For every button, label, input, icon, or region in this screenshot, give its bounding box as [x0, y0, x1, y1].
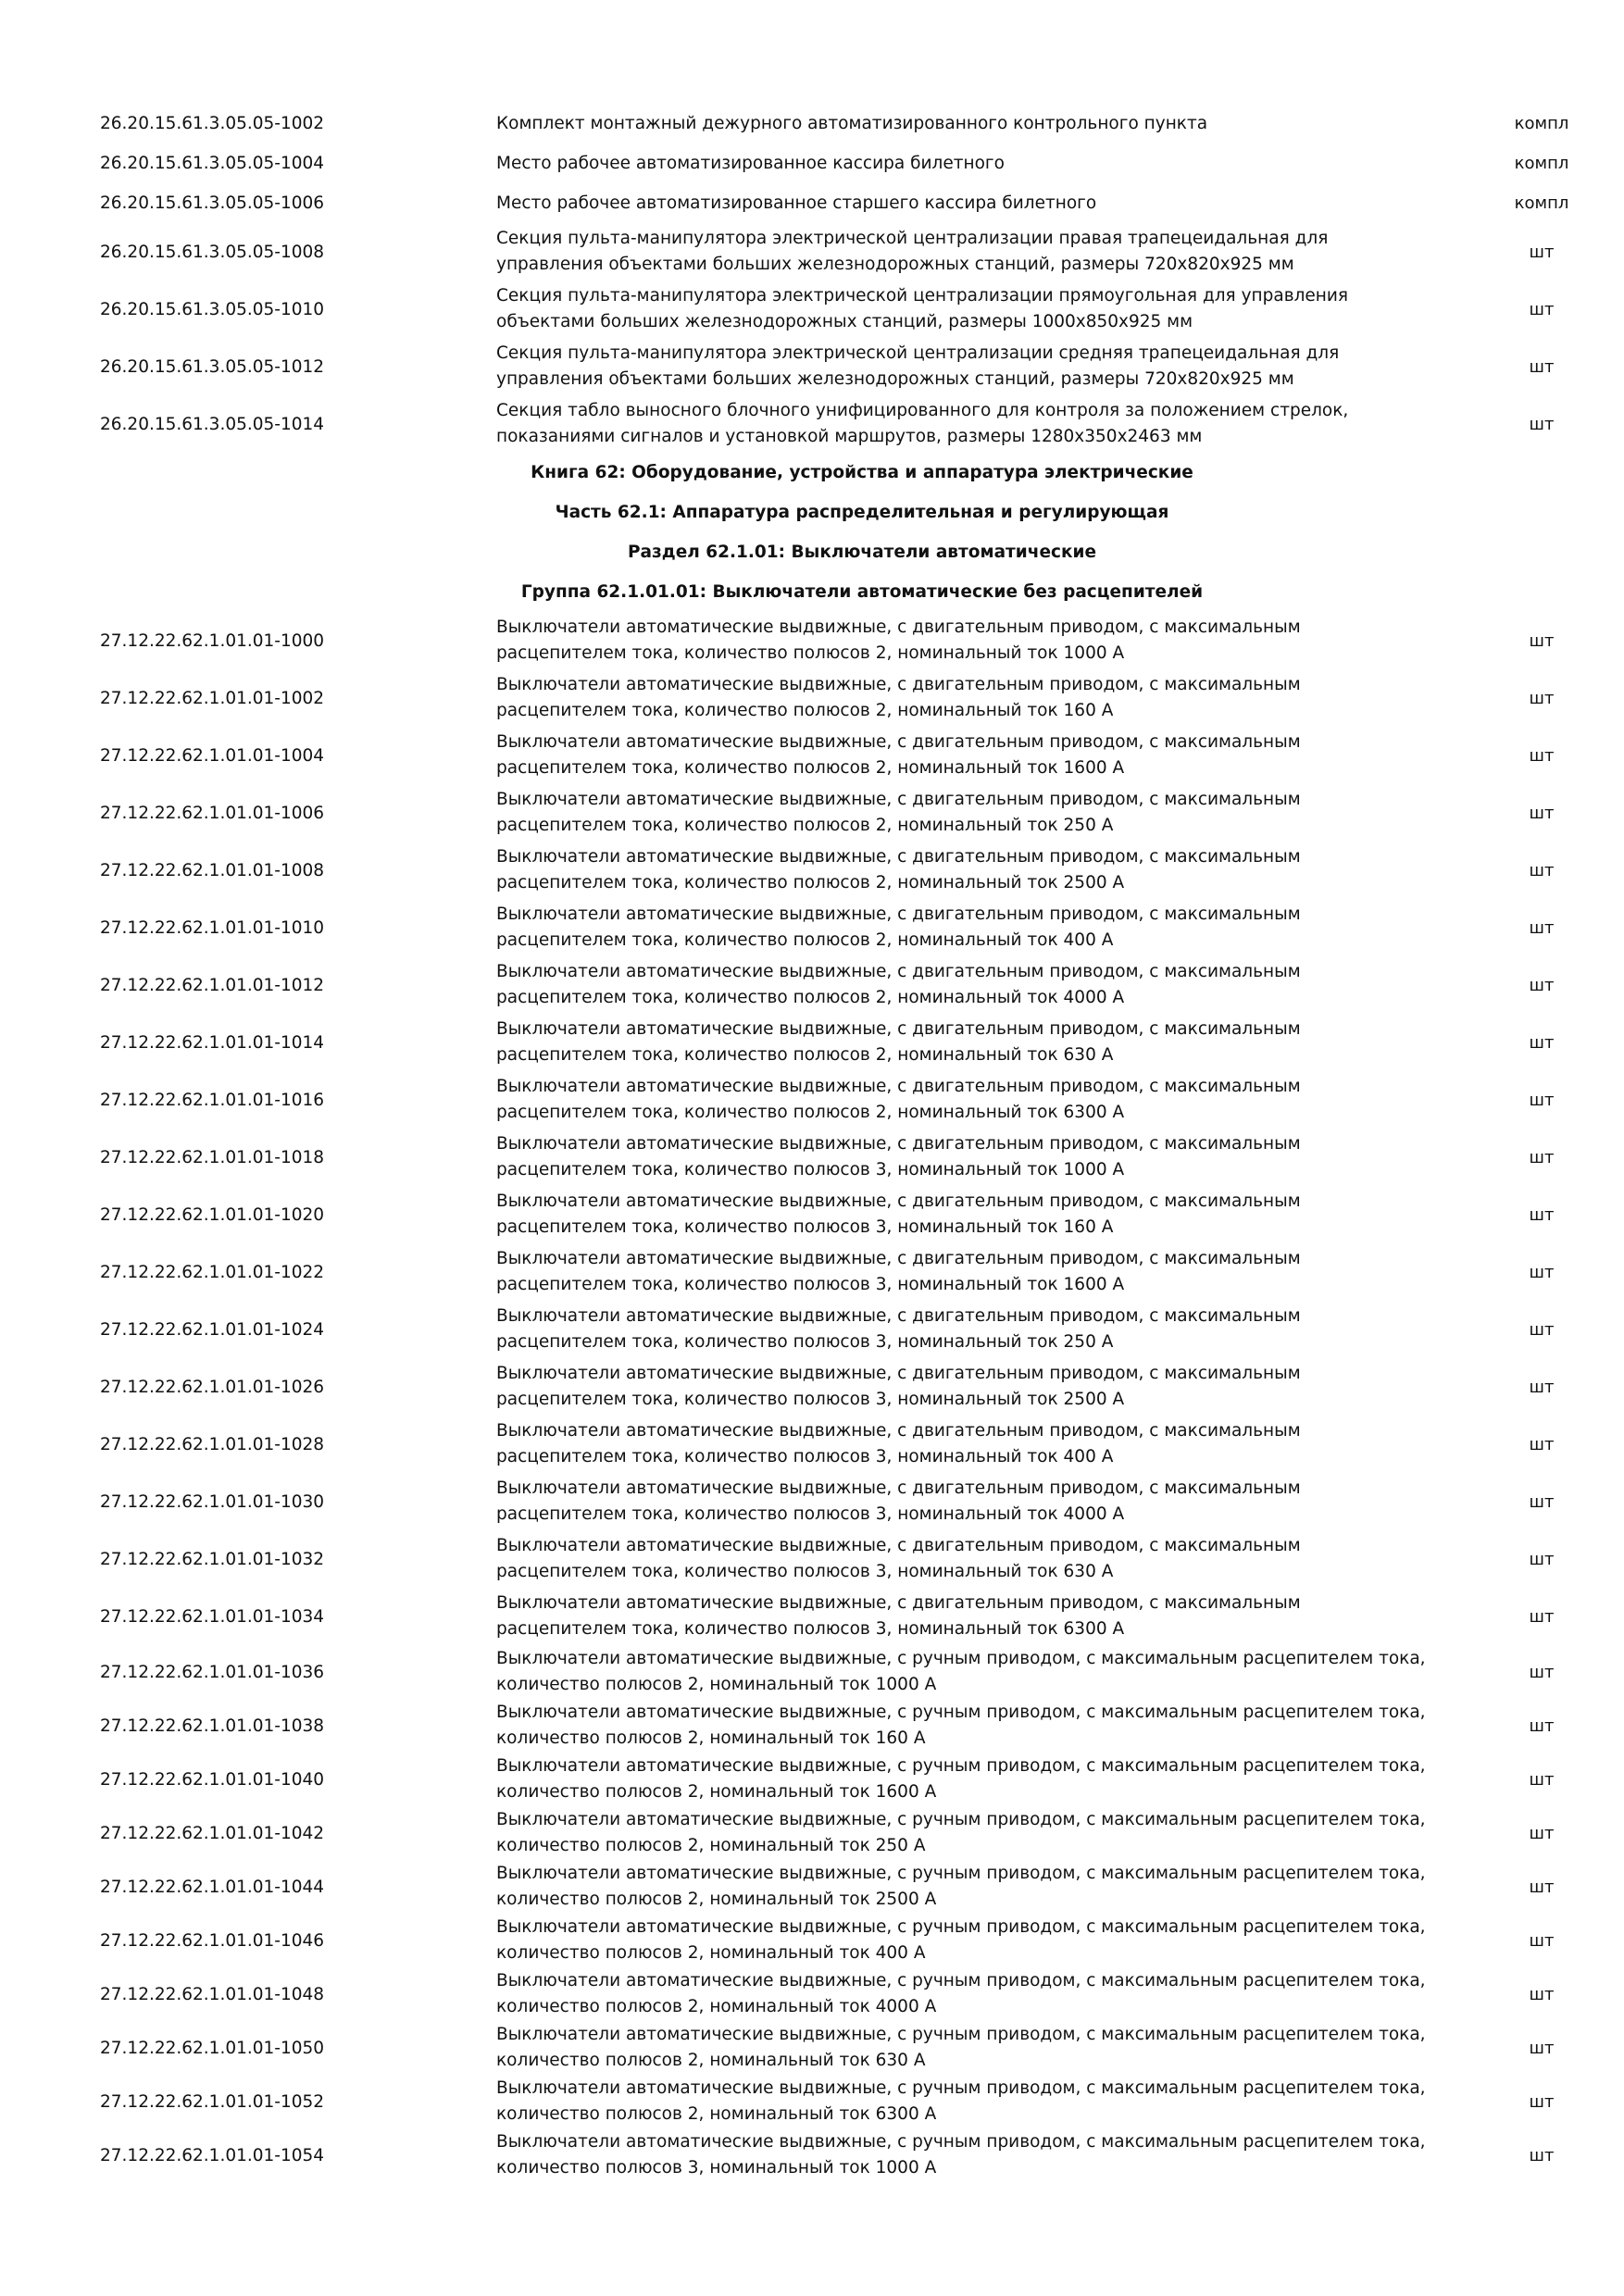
item-name-line: количество полюсов 2, номинальный ток 2500 А — [496, 1890, 937, 1909]
item-name — [496, 1806, 1478, 1860]
item-name-line: расцепителем тока, количество полюсов 3, номинальный ток 160 А — [496, 1217, 1114, 1237]
item-code: 27.12.22.62.1.01.01-1032 — [100, 1549, 325, 1569]
item-name-line: количество полюсов 3, номинальный ток 1000 А — [496, 2158, 937, 2177]
item-name-line: Комплект монтажный дежурного автоматизированного контрольного пункта — [496, 113, 1208, 133]
table-row — [0, 669, 1624, 727]
table-row — [0, 784, 1624, 842]
item-name — [496, 223, 1478, 281]
table-row — [0, 144, 1624, 183]
table-row — [0, 2075, 1624, 2128]
item-name — [496, 1301, 1478, 1358]
item-code: 27.12.22.62.1.01.01-1000 — [100, 630, 325, 651]
item-code: 27.12.22.62.1.01.01-1050 — [100, 2038, 325, 2058]
item-name-line: расцепителем тока, количество полюсов 3, номинальный ток 630 А — [496, 1562, 1114, 1581]
item-name — [496, 1186, 1478, 1243]
item-name-line: Выключатели автоматические выдвижные, с двигательным приводом, с максимальным — [496, 1019, 1301, 1039]
item-name — [496, 669, 1478, 727]
item-unit: компл — [1514, 154, 1569, 173]
item-name-line: расцепителем тока, количество полюсов 3, номинальный ток 400 А — [496, 1447, 1114, 1466]
item-name-line: Секция табло выносного блочного унифицированного для контроля за положением стрелок, — [496, 401, 1349, 420]
table-row — [0, 1473, 1624, 1530]
item-name — [496, 2021, 1478, 2075]
table-row — [0, 223, 1624, 281]
item-name-line: расцепителем тока, количество полюсов 3, номинальный ток 1600 А — [496, 1275, 1125, 1294]
item-name — [496, 104, 1478, 144]
table-row — [0, 338, 1624, 395]
item-code: 27.12.22.62.1.01.01-1016 — [100, 1090, 325, 1110]
table-row — [0, 2021, 1624, 2075]
item-code: 27.12.22.62.1.01.01-1034 — [100, 1606, 325, 1627]
item-unit: компл — [1514, 114, 1569, 133]
item-unit: шт — [1529, 1262, 1555, 1282]
item-name-line: расцепителем тока, количество полюсов 3, номинальный ток 2500 А — [496, 1390, 1125, 1409]
item-name-line: Выключатели автоматические выдвижные, с двигательным приводом, с максимальным — [496, 790, 1301, 809]
item-name — [496, 1530, 1478, 1588]
item-code: 27.12.22.62.1.01.01-1044 — [100, 1877, 325, 1897]
item-name-line: расцепителем тока, количество полюсов 2, номинальный ток 250 А — [496, 816, 1114, 835]
item-unit: шт — [1529, 1090, 1555, 1110]
item-name — [496, 1071, 1478, 1129]
table-row — [0, 1071, 1624, 1129]
item-code: 27.12.22.62.1.01.01-1042 — [100, 1823, 325, 1843]
item-name-line: Выключатели автоматические выдвижные, с двигательным приводом, с максимальным — [496, 675, 1301, 694]
item-name-line: количество полюсов 2, номинальный ток 4000 А — [496, 1997, 937, 2016]
item-unit: шт — [1529, 1491, 1555, 1512]
item-unit: шт — [1529, 860, 1555, 880]
item-code: 27.12.22.62.1.01.01-1026 — [100, 1377, 325, 1397]
item-code: 27.12.22.62.1.01.01-1008 — [100, 860, 325, 880]
item-name-line: расцепителем тока, количество полюсов 2, номинальный ток 400 А — [496, 930, 1114, 950]
section-heading — [0, 572, 1624, 612]
item-name — [496, 1243, 1478, 1301]
item-name — [496, 899, 1478, 956]
item-name — [496, 1753, 1478, 1806]
item-code: 27.12.22.62.1.01.01-1040 — [100, 1769, 325, 1790]
item-code: 27.12.22.62.1.01.01-1028 — [100, 1434, 325, 1454]
item-name-line: Выключатели автоматические выдвижные, с ручным приводом, с максимальным расцепителем тока, — [496, 2132, 1426, 2152]
item-code: 26.20.15.61.3.05.05-1010 — [100, 299, 325, 319]
item-code: 27.12.22.62.1.01.01-1054 — [100, 2145, 325, 2165]
item-name-line: Выключатели автоматические выдвижные, с двигательным приводом, с максимальным — [496, 1077, 1301, 1096]
item-name — [496, 144, 1478, 183]
item-name-line: расцепителем тока, количество полюсов 3, номинальный ток 1000 А — [496, 1160, 1125, 1179]
table-row — [0, 956, 1624, 1014]
item-name-line: Выключатели автоматические выдвижные, с двигательным приводом, с максимальным — [496, 1536, 1301, 1555]
item-code: 27.12.22.62.1.01.01-1002 — [100, 688, 325, 708]
section-heading-text: Книга 62: Оборудование, устройства и аппаратура электрические — [531, 463, 1193, 482]
item-name-line: Выключатели автоматические выдвижные, с двигательным приводом, с максимальным — [496, 1134, 1301, 1154]
item-unit: шт — [1529, 1377, 1555, 1397]
item-name — [496, 395, 1478, 453]
table-row — [0, 1530, 1624, 1588]
item-name-line: расцепителем тока, количество полюсов 3, номинальный ток 4000 А — [496, 1504, 1125, 1524]
section-heading — [0, 532, 1624, 572]
item-name-line: расцепителем тока, количество полюсов 2, номинальный ток 160 А — [496, 701, 1114, 720]
item-name-line: количество полюсов 2, номинальный ток 630 А — [496, 2051, 926, 2070]
item-code: 26.20.15.61.3.05.05-1014 — [100, 414, 325, 434]
item-unit: шт — [1529, 688, 1555, 708]
item-unit: шт — [1529, 2145, 1555, 2165]
item-name-line: Выключатели автоматические выдвижные, с двигательным приводом, с максимальным — [496, 618, 1301, 637]
item-unit: шт — [1529, 1606, 1555, 1627]
item-unit: шт — [1529, 975, 1555, 995]
item-unit: шт — [1529, 2038, 1555, 2058]
item-name-line: расцепителем тока, количество полюсов 3, номинальный ток 250 А — [496, 1332, 1114, 1352]
item-unit: шт — [1529, 803, 1555, 823]
table-row — [0, 1645, 1624, 1699]
item-name-line: расцепителем тока, количество полюсов 2, номинальный ток 4000 А — [496, 988, 1125, 1007]
table-row — [0, 1243, 1624, 1301]
table-row — [0, 1301, 1624, 1358]
section-heading — [0, 493, 1624, 532]
table-row — [0, 1699, 1624, 1753]
section-heading-text: Часть 62.1: Аппаратура распределительная и регулирующая — [555, 503, 1169, 522]
item-code: 27.12.22.62.1.01.01-1036 — [100, 1662, 325, 1682]
item-unit: шт — [1529, 299, 1555, 319]
item-name-line: Место рабочее автоматизированное старшего кассира билетного — [496, 193, 1097, 213]
item-name — [496, 1129, 1478, 1186]
item-code: 26.20.15.61.3.05.05-1006 — [100, 193, 325, 213]
item-name-line: Выключатели автоматические выдвижные, с двигательным приводом, с максимальным — [496, 1249, 1301, 1268]
table-row — [0, 1914, 1624, 1967]
item-name-line: расцепителем тока, количество полюсов 2, номинальный ток 2500 А — [496, 873, 1125, 892]
item-name-line: Выключатели автоматические выдвижные, с двигательным приводом, с максимальным — [496, 1479, 1301, 1498]
item-code: 27.12.22.62.1.01.01-1012 — [100, 975, 325, 995]
table-row — [0, 727, 1624, 784]
item-unit: шт — [1529, 1032, 1555, 1053]
item-unit: шт — [1529, 356, 1555, 377]
item-code: 27.12.22.62.1.01.01-1022 — [100, 1262, 325, 1282]
item-name-line: Выключатели автоматические выдвижные, с двигательным приводом, с максимальным — [496, 905, 1301, 924]
table-row — [0, 899, 1624, 956]
item-unit: шт — [1529, 1549, 1555, 1569]
table-row — [0, 1358, 1624, 1416]
table-row — [0, 104, 1624, 144]
item-name-line: управления объектами больших железнодорожных станций, размеры 720х820х925 мм — [496, 255, 1294, 274]
item-name-line: управления объектами больших железнодорожных станций, размеры 720х820х925 мм — [496, 369, 1294, 389]
item-name-line: расцепителем тока, количество полюсов 2, номинальный ток 6300 А — [496, 1103, 1125, 1122]
table-row — [0, 1588, 1624, 1645]
item-unit: шт — [1529, 1319, 1555, 1340]
item-name-line: Выключатели автоматические выдвижные, с ручным приводом, с максимальным расцепителем тока, — [496, 1864, 1426, 1883]
item-unit: шт — [1529, 630, 1555, 651]
item-name-line: Выключатели автоматические выдвижные, с двигательным приводом, с максимальным — [496, 1306, 1301, 1326]
item-name — [496, 1967, 1478, 2021]
item-name-line: Выключатели автоматические выдвижные, с двигательным приводом, с максимальным — [496, 732, 1301, 752]
section-heading-text: Группа 62.1.01.01: Выключатели автоматические без расцепителей — [520, 582, 1204, 602]
item-code: 27.12.22.62.1.01.01-1018 — [100, 1147, 325, 1167]
table-row — [0, 1860, 1624, 1914]
table-row — [0, 1186, 1624, 1243]
item-name-line: количество полюсов 2, номинальный ток 400 А — [496, 1943, 926, 1963]
table-row — [0, 612, 1624, 669]
item-unit: шт — [1529, 917, 1555, 938]
table-row — [0, 1753, 1624, 1806]
item-unit: шт — [1529, 745, 1555, 766]
item-name — [496, 727, 1478, 784]
item-code: 26.20.15.61.3.05.05-1002 — [100, 114, 325, 133]
item-code: 27.12.22.62.1.01.01-1020 — [100, 1204, 325, 1225]
item-name-line: Выключатели автоматические выдвижные, с ручным приводом, с максимальным расцепителем тока, — [496, 1810, 1426, 1829]
item-name — [496, 2128, 1478, 2182]
item-unit: шт — [1529, 414, 1555, 434]
item-code: 26.20.15.61.3.05.05-1004 — [100, 154, 325, 173]
item-unit: шт — [1529, 1147, 1555, 1167]
item-name — [496, 1014, 1478, 1071]
item-name-line: показаниями сигналов и установкой маршрутов, размеры 1280х350х2463 мм — [496, 427, 1203, 446]
item-name-line: Выключатели автоматические выдвижные, с двигательным приводом, с максимальным — [496, 962, 1301, 981]
item-unit: шт — [1529, 1716, 1555, 1736]
table-row — [0, 183, 1624, 223]
item-code: 27.12.22.62.1.01.01-1004 — [100, 745, 325, 766]
item-code: 27.12.22.62.1.01.01-1014 — [100, 1032, 325, 1053]
item-name-line: Выключатели автоматические выдвижные, с двигательным приводом, с максимальным — [496, 1593, 1301, 1613]
table-row — [0, 1967, 1624, 2021]
item-unit: шт — [1529, 1204, 1555, 1225]
table-row — [0, 1014, 1624, 1071]
table-row — [0, 2128, 1624, 2182]
item-name-line: Выключатели автоматические выдвижные, с ручным приводом, с максимальным расцепителем тока, — [496, 2025, 1426, 2044]
item-name — [496, 956, 1478, 1014]
item-name — [496, 1416, 1478, 1473]
item-name — [496, 1914, 1478, 1967]
item-unit: шт — [1529, 2091, 1555, 2112]
item-name — [496, 2075, 1478, 2128]
item-name-line: количество полюсов 2, номинальный ток 1600 А — [496, 1782, 937, 1802]
item-code: 27.12.22.62.1.01.01-1024 — [100, 1319, 325, 1340]
table-row — [0, 1806, 1624, 1860]
item-name — [496, 612, 1478, 669]
item-unit: шт — [1529, 1434, 1555, 1454]
item-name-line: Выключатели автоматические выдвижные, с ручным приводом, с максимальным расцепителем тока, — [496, 1756, 1426, 1776]
item-name-line: Место рабочее автоматизированное кассира билетного — [496, 153, 1005, 173]
item-code: 27.12.22.62.1.01.01-1030 — [100, 1491, 325, 1512]
table-row — [0, 1129, 1624, 1186]
item-name-line: объектами больших железнодорожных станций, размеры 1000х850х925 мм — [496, 312, 1193, 331]
item-name — [496, 1860, 1478, 1914]
item-name — [496, 338, 1478, 395]
item-unit: компл — [1514, 193, 1569, 213]
item-name-line: Выключатели автоматические выдвижные, с двигательным приводом, с максимальным — [496, 1421, 1301, 1441]
item-name — [496, 1588, 1478, 1645]
item-code: 27.12.22.62.1.01.01-1052 — [100, 2091, 325, 2112]
item-name-line: Выключатели автоматические выдвижные, с ручным приводом, с максимальным расцепителем тока, — [496, 1649, 1426, 1668]
item-name-line: Выключатели автоматические выдвижные, с двигательным приводом, с максимальным — [496, 847, 1301, 867]
item-name-line: Секция пульта-манипулятора электрической централизации прямоугольная для управления — [496, 286, 1349, 306]
item-code: 27.12.22.62.1.01.01-1038 — [100, 1716, 325, 1736]
item-code: 27.12.22.62.1.01.01-1046 — [100, 1930, 325, 1951]
section-heading-text: Раздел 62.1.01: Выключатели автоматические — [627, 543, 1097, 562]
item-name-line: количество полюсов 2, номинальный ток 6300 А — [496, 2104, 937, 2124]
item-code: 26.20.15.61.3.05.05-1012 — [100, 356, 325, 377]
item-name-line: количество полюсов 2, номинальный ток 160 А — [496, 1728, 926, 1748]
item-unit: шт — [1529, 1662, 1555, 1682]
item-name-line: Выключатели автоматические выдвижные, с ручным приводом, с максимальным расцепителем тока, — [496, 1703, 1426, 1722]
item-name-line: расцепителем тока, количество полюсов 2, номинальный ток 630 А — [496, 1045, 1114, 1065]
item-name-line: расцепителем тока, количество полюсов 2, номинальный ток 1000 А — [496, 643, 1125, 663]
item-name-line: Секция пульта-манипулятора электрической централизации правая трапецеидальная для — [496, 229, 1329, 248]
item-code: 27.12.22.62.1.01.01-1010 — [100, 917, 325, 938]
item-name — [496, 1645, 1478, 1699]
item-code: 26.20.15.61.3.05.05-1008 — [100, 242, 325, 262]
item-name-line: Выключатели автоматические выдвижные, с двигательным приводом, с максимальным — [496, 1192, 1301, 1211]
item-unit: шт — [1529, 1877, 1555, 1897]
item-name-line: Секция пульта-манипулятора электрической централизации средняя трапецеидальная для — [496, 343, 1340, 363]
item-unit: шт — [1529, 1984, 1555, 2004]
item-name-line: Выключатели автоматические выдвижные, с ручным приводом, с максимальным расцепителем тока, — [496, 1917, 1426, 1937]
item-name-line: Выключатели автоматические выдвижные, с ручным приводом, с максимальным расцепителем тока, — [496, 1971, 1426, 1990]
item-name-line: расцепителем тока, количество полюсов 3, номинальный ток 6300 А — [496, 1619, 1125, 1639]
table-row — [0, 1416, 1624, 1473]
item-name — [496, 183, 1478, 223]
item-code: 27.12.22.62.1.01.01-1006 — [100, 803, 325, 823]
item-unit: шт — [1529, 1823, 1555, 1843]
item-unit: шт — [1529, 1930, 1555, 1951]
item-name — [496, 1358, 1478, 1416]
item-unit: шт — [1529, 242, 1555, 262]
item-code: 27.12.22.62.1.01.01-1048 — [100, 1984, 325, 2004]
item-name-line: расцепителем тока, количество полюсов 2, номинальный ток 1600 А — [496, 758, 1125, 778]
item-name — [496, 1473, 1478, 1530]
item-name — [496, 842, 1478, 899]
section-heading — [0, 453, 1624, 493]
item-name — [496, 784, 1478, 842]
item-name-line: Выключатели автоматические выдвижные, с ручным приводом, с максимальным расцепителем тока, — [496, 2078, 1426, 2098]
table-row — [0, 395, 1624, 453]
item-name-line: Выключатели автоматические выдвижные, с двигательным приводом, с максимальным — [496, 1364, 1301, 1383]
item-unit: шт — [1529, 1769, 1555, 1790]
item-name — [496, 281, 1478, 338]
item-name — [496, 1699, 1478, 1753]
item-name-line: количество полюсов 2, номинальный ток 250 А — [496, 1836, 926, 1855]
table-row — [0, 281, 1624, 338]
item-name-line: количество полюсов 2, номинальный ток 1000 А — [496, 1675, 937, 1694]
table-row — [0, 842, 1624, 899]
